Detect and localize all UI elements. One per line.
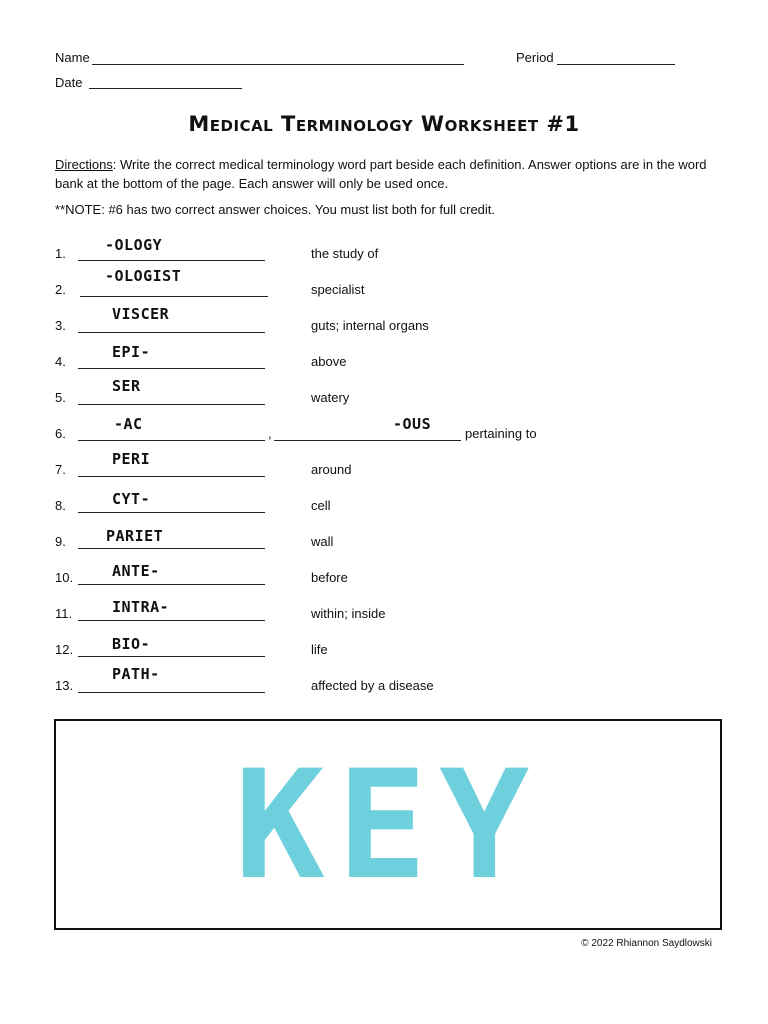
definition-text: guts; internal organs	[311, 318, 429, 333]
handwritten-answer: PATH-	[112, 665, 160, 683]
answer-blank-second[interactable]	[274, 440, 461, 441]
directions-label: Directions	[55, 157, 113, 172]
item-number: 5.	[55, 390, 66, 405]
answer-blank[interactable]	[78, 260, 265, 261]
handwritten-answer-second: -OUS	[393, 415, 432, 433]
definition-text: wall	[311, 534, 334, 549]
answer-blank[interactable]	[78, 368, 265, 369]
handwritten-answer: -OLOGY	[105, 236, 163, 254]
definition-text: cell	[311, 498, 331, 513]
handwritten-answer: INTRA-	[112, 598, 170, 616]
directions-text: : Write the correct medical terminology word part beside each definition. Answer options are in the word bank at the bottom of the page. Each answer will only be used once.	[55, 157, 707, 191]
date-field[interactable]	[89, 88, 242, 89]
handwritten-answer: SER	[112, 377, 141, 395]
period-label: Period	[516, 50, 554, 65]
definition-text: above	[311, 354, 347, 369]
answer-blank[interactable]	[78, 584, 265, 585]
item-number: 9.	[55, 534, 66, 549]
definition-text: affected by a disease	[311, 678, 434, 693]
answer-blank[interactable]	[80, 296, 268, 297]
definition-text: life	[311, 642, 328, 657]
item-number: 11.	[55, 606, 73, 621]
note-text: **NOTE: #6 has two correct answer choices. You must list both for full credit.	[55, 202, 496, 217]
handwritten-answer: -AC	[114, 415, 143, 433]
answer-blank[interactable]	[78, 332, 265, 333]
date-label: Date	[55, 75, 83, 90]
answer-blank[interactable]	[78, 476, 265, 477]
definition-text: the study of	[311, 246, 379, 261]
handwritten-answer: CYT-	[112, 490, 151, 508]
answer-blank[interactable]	[78, 692, 265, 693]
handwritten-answer: -OLOGIST	[105, 267, 182, 285]
answer-blank[interactable]	[78, 440, 265, 441]
copyright-notice: © 2022 Rhiannon Saydlowski	[581, 938, 712, 949]
handwritten-answer: PARIET	[106, 527, 164, 545]
definition-text: around	[311, 462, 352, 477]
answer-blank[interactable]	[78, 620, 265, 621]
worksheet-title: Medical Terminology Worksheet #1	[188, 112, 580, 136]
answer-blank[interactable]	[78, 656, 265, 657]
handwritten-answer: ANTE-	[112, 562, 160, 580]
item-number: 8.	[55, 498, 66, 513]
definition-text: before	[311, 570, 348, 585]
item-number: 13.	[55, 678, 74, 693]
directions-paragraph	[55, 155, 725, 193]
definition-text: specialist	[311, 282, 365, 297]
answer-blank[interactable]	[78, 512, 265, 513]
item-number: 6.	[55, 426, 66, 441]
key-stamp: KEY	[234, 739, 542, 913]
definition-text: pertaining to	[465, 426, 537, 441]
item-number: 10.	[55, 570, 74, 585]
item-number: 2.	[55, 282, 66, 297]
handwritten-answer: VISCER	[112, 305, 170, 323]
handwritten-answer: EPI-	[112, 343, 151, 361]
answer-separator: ,	[268, 426, 272, 441]
item-number: 1.	[55, 246, 66, 261]
item-number: 3.	[55, 318, 66, 333]
name-label: Name	[55, 50, 90, 65]
name-field[interactable]	[92, 64, 464, 65]
handwritten-answer: PERI	[112, 450, 151, 468]
item-number: 4.	[55, 354, 66, 369]
answer-blank[interactable]	[78, 404, 265, 405]
definition-text: within; inside	[311, 606, 386, 621]
word-bank-box	[54, 719, 722, 930]
item-number: 12.	[55, 642, 74, 657]
handwritten-answer: BIO-	[112, 635, 151, 653]
period-field[interactable]	[557, 64, 675, 65]
answer-blank[interactable]	[78, 548, 265, 549]
item-number: 7.	[55, 462, 66, 477]
definition-text: watery	[311, 390, 350, 405]
